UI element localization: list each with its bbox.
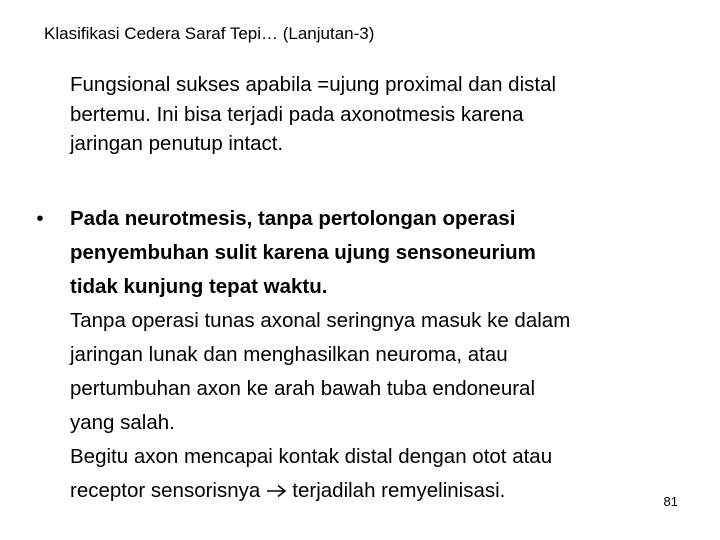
bullet-line-after-arrow: terjadilah remyelinisasi.	[292, 479, 506, 502]
bullet-line: Tanpa operasi tunas axonal seringnya masuk ke dalam	[70, 309, 571, 332]
bullet-line: pertumbuhan axon ke arah bawah tuba endoneural	[70, 377, 536, 400]
intro-line: bertemu. Ini bisa terjadi pada axonotmesis karena	[70, 102, 524, 126]
intro-paragraph	[70, 70, 670, 159]
bullet-bold-line: tidak kunjung tepat waktu.	[70, 275, 328, 298]
bullet-line: jaringan lunak dan menghasilkan neuroma, atau	[70, 343, 508, 366]
bullet-bold-line: penyembuhan sulit karena ujung sensoneurium	[70, 241, 536, 264]
slide-title: Klasifikasi Cedera Saraf Tepi… (Lanjutan-3)	[44, 24, 375, 43]
intro-line: Fungsional sukses apabila =ujung proximal dan distal	[70, 73, 557, 96]
bullet-line: Begitu axon mencapai kontak distal dengan otot atau	[70, 445, 553, 468]
page-number: 81	[663, 494, 678, 509]
bullet-bold-line: Pada neurotmesis, tanpa pertolongan operasi	[70, 207, 516, 230]
intro-line: jaringan penutup intact.	[70, 132, 284, 155]
bullet-line: yang salah.	[70, 411, 175, 434]
bullet-line-before-arrow: receptor sensorisnya	[70, 479, 261, 502]
bullet-body	[70, 202, 690, 508]
bullet-last-line	[70, 474, 690, 508]
right-arrow-icon	[266, 475, 288, 489]
bullet-item	[30, 202, 690, 508]
bullet-marker: •	[36, 207, 44, 230]
